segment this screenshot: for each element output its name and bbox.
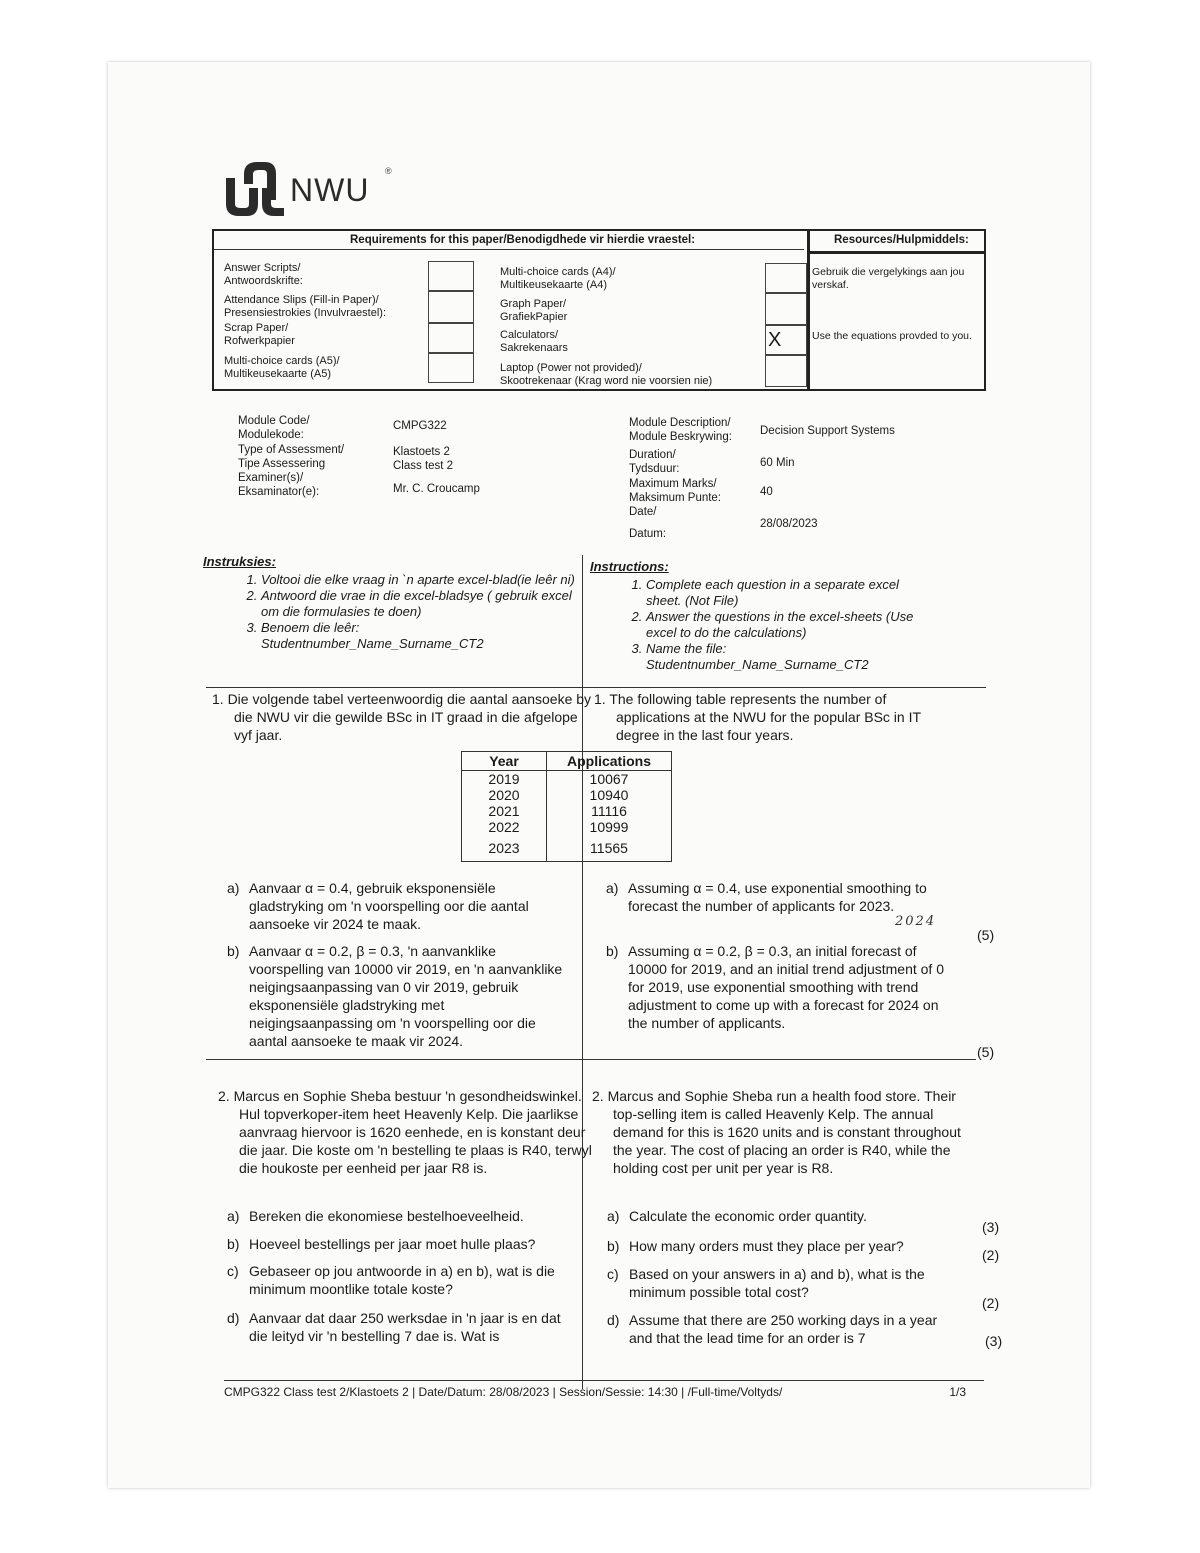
requirements-box xyxy=(212,229,986,391)
subquestion-letter: d) xyxy=(607,1312,620,1328)
checkbox-laptop[interactable] xyxy=(765,355,807,387)
mark-2c: (2) xyxy=(982,1295,1000,1311)
date-label: Date/ xyxy=(629,506,657,518)
question-2b-en: How many orders must they place per year? xyxy=(629,1238,904,1254)
duration-value: 60 Min xyxy=(760,457,795,469)
instruction-en-2: 2. Answer the questions in the excel-sheets (Use excel to do the calculations) xyxy=(646,609,930,641)
subquestion-letter: b) xyxy=(227,1236,240,1252)
req-answer-scripts: Answer Scripts/ Antwoordskrifte: xyxy=(224,262,303,287)
handwritten-correction: 2024 xyxy=(895,914,937,929)
footer-text: CMPG322 Class test 2/Klastoets 2 | Date/Datum: 28/08/2023 | Session/Sessie: 14:30 | /Full-time/Voltyds/ xyxy=(224,1385,783,1399)
year-cell: 2019 xyxy=(462,771,547,788)
checkbox-graph-paper[interactable] xyxy=(765,293,807,325)
instructions-afrikaans xyxy=(203,554,575,652)
checkbox-mc-cards-a4[interactable] xyxy=(765,263,807,293)
examiner-label: Examiner(s)/ Eksaminator(e): xyxy=(238,472,320,498)
checkbox-calculators[interactable]: X xyxy=(765,325,807,355)
subquestion-letter: d) xyxy=(227,1310,240,1326)
assessment-type-value: Klastoets 2 Class test 2 xyxy=(393,446,454,472)
registered-mark: ® xyxy=(385,166,392,176)
module-code-value: CMPG322 xyxy=(393,420,447,432)
max-marks-label: Maximum Marks/ Maksimum Punte: xyxy=(629,478,722,504)
question-1b-en: Assuming α = 0.2, β = 0.3, an initial forecast of 10000 for 2019, and an initial trend adjustment of 0 for 2019, use exponential smoothing with trend adjustment to come up with a forecast for 2024 on the number of applicants. xyxy=(628,943,944,1031)
table-row xyxy=(462,771,672,788)
date-value: 28/08/2023 xyxy=(760,518,818,530)
divider xyxy=(214,249,804,250)
applications-cell: 11565 xyxy=(547,835,672,861)
question-2b-af: Hoeveel bestellings per jaar moet hulle plaas? xyxy=(249,1236,536,1252)
examiner-value: Mr. C. Croucamp xyxy=(393,483,480,495)
table-row xyxy=(462,803,672,819)
instruction-af-2: 2. Antwoord die vrae in die excel-bladsye ( gebruik excel om die formulasies te doen) xyxy=(261,588,575,620)
page-footer xyxy=(224,1380,984,1399)
req-scrap-paper: Scrap Paper/ Rofwerkpapier xyxy=(224,322,295,347)
subquestion-letter: c) xyxy=(607,1266,619,1282)
req-calculators: Calculators/ Sakrekenaars xyxy=(500,329,568,354)
req-laptop: Laptop (Power not provided)/ Skootrekenaar (Krag word nie voorsien nie) xyxy=(500,362,713,387)
question-1b-af: Aanvaar α = 0.2, β = 0.3, 'n aanvanklike voorspelling van 10000 vir 2019, en 'n aanvanklike neigingsaanpassing van 0 vir 2019, gebruik eksponensiële gladstryking met neigingsaanpassing om 'n voorspelling oor die aantal aansoeke te maak vir 2024. xyxy=(249,943,563,1049)
instructions-english xyxy=(590,559,930,673)
instructions-af-heading: Instruksies: xyxy=(203,554,276,569)
divider xyxy=(206,1059,976,1060)
module-description-label: Module Description/ Module Beskrywing: xyxy=(629,417,732,443)
resources-header: Resources/Hulpmiddels: xyxy=(834,234,969,246)
question-2-af: 2. Marcus en Sophie Sheba bestuur 'n gesondheidswinkel. Hul topverkoper-item heet Heavenly Kelp. Die jaarlikse aanvraag hiervoor is 1620 eenhede, en is konstant deur die jaar. Die koste om 'n bestelling te plaas is R40, terwyl die houkoste per eenheid per jaar R8 is. xyxy=(218,1088,592,1176)
nwu-emblem-icon xyxy=(222,158,288,220)
requirements-header: Requirements for this paper/Benodigdhede vir hierdie vraestel: xyxy=(350,234,696,246)
table-row xyxy=(462,787,672,803)
subquestion-letter: a) xyxy=(607,1208,620,1224)
question-2-en: 2. Marcus and Sophie Sheba run a health food store. Their top-selling item is called Heavenly Kelp. The annual demand for this is 1620 units and is constant throughout the year. The cost of placing an order is R40, while the holding cost per unit per year is R8. xyxy=(592,1088,961,1176)
subquestion-letter: c) xyxy=(227,1263,239,1279)
column-divider xyxy=(582,555,583,1389)
resource-english: Use the equations provded to you. xyxy=(812,330,972,342)
req-attendance-slips: Attendance Slips (Fill-in Paper)/ Presensiestrokies (Invulvraestel): xyxy=(224,294,387,319)
applications-cell: 10067 xyxy=(547,771,672,788)
mark-2b: (2) xyxy=(982,1247,1000,1263)
subquestion-letter: b) xyxy=(607,1238,620,1254)
assessment-type-label: Type of Assessment/ Tipe Assessering xyxy=(238,444,345,470)
divider xyxy=(808,251,984,254)
instruction-af-3: 3. Benoem die leêr: Studentnumber_Name_Surname_CT2 xyxy=(261,620,575,652)
divider xyxy=(206,687,986,688)
question-2a-af: Bereken die ekonomiese bestelhoeveelheid. xyxy=(249,1208,524,1224)
question-2c-en: Based on your answers in a) and b), what is the minimum possible total cost? xyxy=(629,1266,925,1300)
question-2c-af: Gebaseer op jou antwoorde in a) en b), wat is die minimum moontlike totale koste? xyxy=(249,1263,555,1297)
module-description-value: Decision Support Systems xyxy=(760,425,895,437)
subquestion-letter: b) xyxy=(227,943,240,959)
subquestion-letter: a) xyxy=(227,1208,240,1224)
instruction-af-1: 1. Voltooi die elke vraag in `n aparte excel-blad(ie leêr ni) xyxy=(261,572,575,588)
year-cell: 2021 xyxy=(462,803,547,819)
mark-2a: (3) xyxy=(982,1219,1000,1235)
applications-cell: 10999 xyxy=(547,819,672,835)
question-2a-en: Calculate the economic order quantity. xyxy=(629,1208,867,1224)
req-mc-cards-a4: Multi-choice cards (A4)/ Multikeusekaarte (A4) xyxy=(500,266,616,291)
date-label-af: Datum: xyxy=(629,528,667,540)
divider xyxy=(807,231,810,389)
subquestion-letter: a) xyxy=(227,880,240,896)
question-2d-af: Aanvaar dat daar 250 werksdae in 'n jaar is en dat die leityd vir 'n bestelling 7 dae is. Wat is xyxy=(249,1310,561,1344)
mark-2d: (3) xyxy=(985,1333,1003,1349)
checkbox-mc-cards-a5[interactable] xyxy=(428,353,474,383)
mark-1a: (5) xyxy=(977,927,995,943)
subquestion-letter: a) xyxy=(606,880,619,896)
resource-afrikaans: Gebruik die vergelykings aan jou verskaf. xyxy=(812,266,965,291)
year-cell: 2022 xyxy=(462,819,547,835)
applications-table xyxy=(461,751,672,862)
applications-cell: 11116 xyxy=(547,803,672,819)
nwu-logo xyxy=(222,158,422,224)
req-graph-paper: Graph Paper/ GrafiekPapier xyxy=(500,298,568,323)
max-marks-value: 40 xyxy=(760,486,773,498)
checkbox-answer-scripts[interactable] xyxy=(428,261,474,291)
subquestion-letter: b) xyxy=(606,943,619,959)
table-row xyxy=(462,835,672,861)
instruction-en-1: 1. Complete each question in a separate excel sheet. (Not File) xyxy=(646,577,930,609)
question-1-en: 1. The following table represents the number of applications at the NWU for the popular BSc in IT degree in the last four years. xyxy=(594,691,921,743)
question-2d-en: Assume that there are 250 working days in a year and that the lead time for an order is 7 xyxy=(629,1312,938,1346)
checkbox-scrap-paper[interactable] xyxy=(428,323,474,353)
table-header-year: Year xyxy=(462,752,547,771)
year-cell: 2020 xyxy=(462,787,547,803)
year-cell: 2023 xyxy=(462,835,547,861)
req-mc-cards-a5: Multi-choice cards (A5)/ Multikeusekaarte (A5) xyxy=(224,355,340,380)
nwu-logo-text: NWU xyxy=(290,172,370,208)
module-code-label: Module Code/ Modulekode: xyxy=(238,415,310,441)
question-1a-en: Assuming α = 0.4, use exponential smoothing to forecast the number of applicants for 2023. xyxy=(628,880,927,914)
mark-1b: (5) xyxy=(977,1044,995,1060)
question-1-af: 1. Die volgende tabel verteenwoordig die aantal aansoeke by die NWU vir die gewilde BSc in IT graad in die afgelope vyf jaar. xyxy=(212,691,592,743)
instruction-en-3: 3. Name the file: Studentnumber_Name_Surname_CT2 xyxy=(646,641,930,673)
duration-label: Duration/ Tydsduur: xyxy=(629,449,680,475)
question-1a-af: Aanvaar α = 0.4, gebruik eksponensiële gladstryking om 'n voorspelling oor die aantal aansoeke vir 2024 te maak. xyxy=(249,880,529,932)
checkbox-attendance-slips[interactable] xyxy=(428,291,474,323)
applications-cell: 10940 xyxy=(547,787,672,803)
page-number: 1/3 xyxy=(949,1385,966,1399)
table-header-applications: Applications xyxy=(547,752,672,771)
instructions-en-heading: Instructions: xyxy=(590,559,669,574)
table-row xyxy=(462,819,672,835)
